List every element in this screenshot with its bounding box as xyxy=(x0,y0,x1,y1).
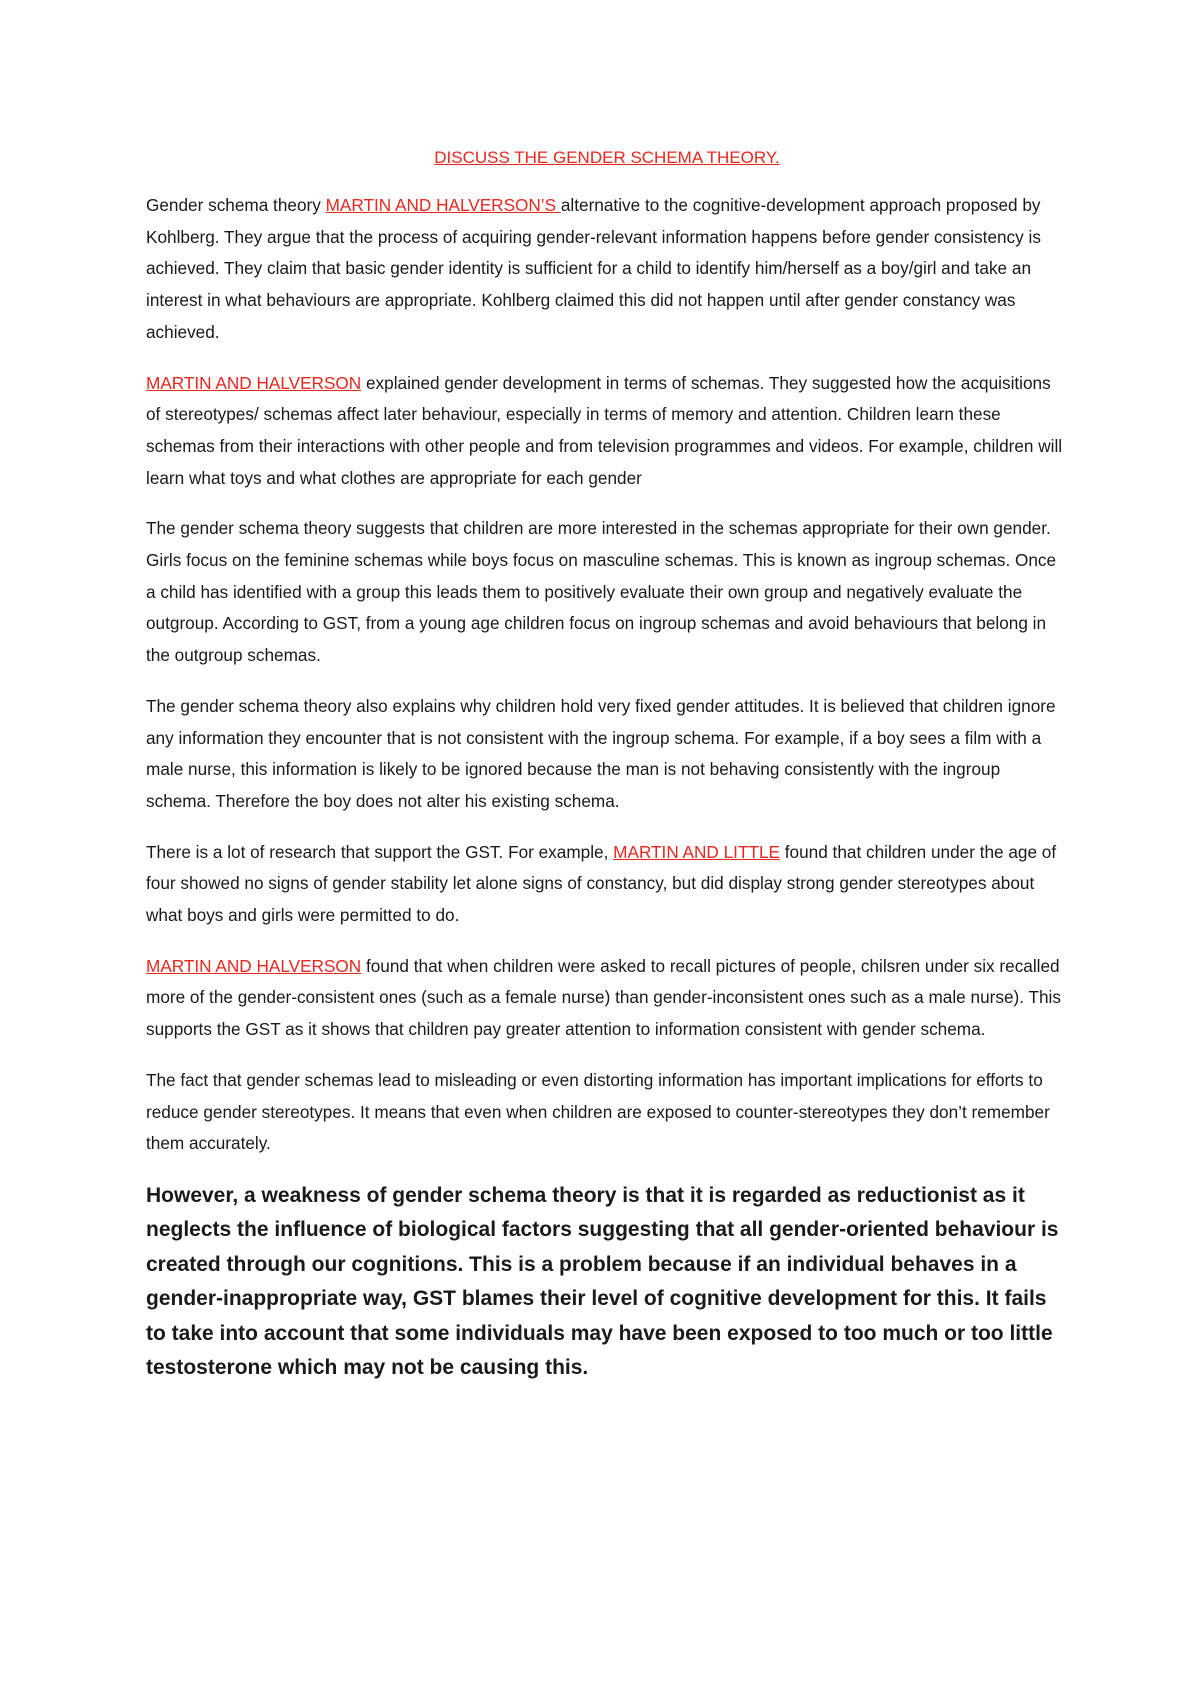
research-rest: found that children under the age of four showed no signs of gender stability let alone signs of constancy, but did display strong gender stereotypes about what boys and girls were permitted to do. xyxy=(146,841,1057,926)
intro-rest: alternative to the cognitive-development approach proposed by Kohlberg. They argue that the process of acquiring gender-relevant information happens before gender consistency is achieved. They claim that basic gender identity is sufficient for a child to identify him/herself as a boy/girl and take an interest in what behaviours are appropriate. Kohlberg claimed this did not happen until after gender constancy was achieved. xyxy=(146,195,1041,342)
schemas-rest: explained gender development in terms of schemas. They suggested how the acquisitions of stereotypes/ schemas affect later behaviour, especially in terms of memory and attention. Children learn these schemas from their interactions with other people and from television programmes and videos. For example, children will learn what toys and what clothes are appropriate for each gender xyxy=(146,372,1063,488)
paragraph-ingroup: The gender schema theory suggests that children are more interested in the schemas appropriate for their own gender. Girls focus on the feminine schemas while boys focus on masculine schemas. This is known as ingroup schemas. Once a child has identified with a group this leads them to positively evaluate their own group and negatively evaluate the outgroup. According to GST, from a young age children focus on ingroup schemas and avoid behaviours that belong in the outgroup schemas. xyxy=(146,518,1057,666)
document-body xyxy=(146,146,1068,1386)
paragraph-recall-study xyxy=(146,951,1068,1046)
citation-martin-halverson-possessive: MARTIN AND HALVERSON’S xyxy=(325,195,561,215)
paragraph-weakness: However, a weakness of gender schema theory is that it is regarded as reductionist as it neglects the influence of biological factors suggesting that all gender-oriented behaviour is created through our cognitions. This is a problem because if an individual behaves in a gender-inappropriate way, GST blames their level of cognitive development for this. It fails to take into account that some individuals may have been exposed to too much or too little testosterone which may not be causing this. xyxy=(146,1183,1059,1380)
recall-rest: found that when children were asked to recall pictures of people, chilsren under six recalled more of the gender-consistent ones (such as a female nurse) than gender-inconsistent ones such as a male nurse). This supports the GST as it shows that children pay greater attention to information consistent with gender schema. xyxy=(146,955,1061,1040)
intro-lead: Gender schema theory xyxy=(146,195,326,215)
citation-martin-little: MARTIN AND LITTLE xyxy=(613,841,780,862)
paragraph-schemas xyxy=(146,368,1068,495)
document-title: DISCUSS THE GENDER SCHEMA THEORY. xyxy=(434,148,780,167)
paragraph-research-support xyxy=(146,837,1068,932)
paragraph-implications: The fact that gender schemas lead to misleading or even distorting information has important implications for efforts to reduce gender stereotypes. It means that even when children are exposed to counter-stereotypes they don’t remember them accurately. xyxy=(146,1069,1050,1154)
paragraph-intro xyxy=(146,190,1068,349)
citation-martin-halverson-study: MARTIN AND HALVERSON xyxy=(146,955,362,976)
citation-martin-halverson: MARTIN AND HALVERSON xyxy=(146,372,362,393)
paragraph-fixed-attitudes: The gender schema theory also explains why children hold very fixed gender attitudes. It is believed that children ignore any information they encounter that is not consistent with the ingroup schema. For example, if a boy sees a film with a male nurse, this information is likely to be ignored because the man is not behaving consistently with the ingroup schema. Therefore the boy does not alter his existing schema. xyxy=(146,695,1056,811)
research-lead: There is a lot of research that support the GST. For example, xyxy=(146,841,614,862)
